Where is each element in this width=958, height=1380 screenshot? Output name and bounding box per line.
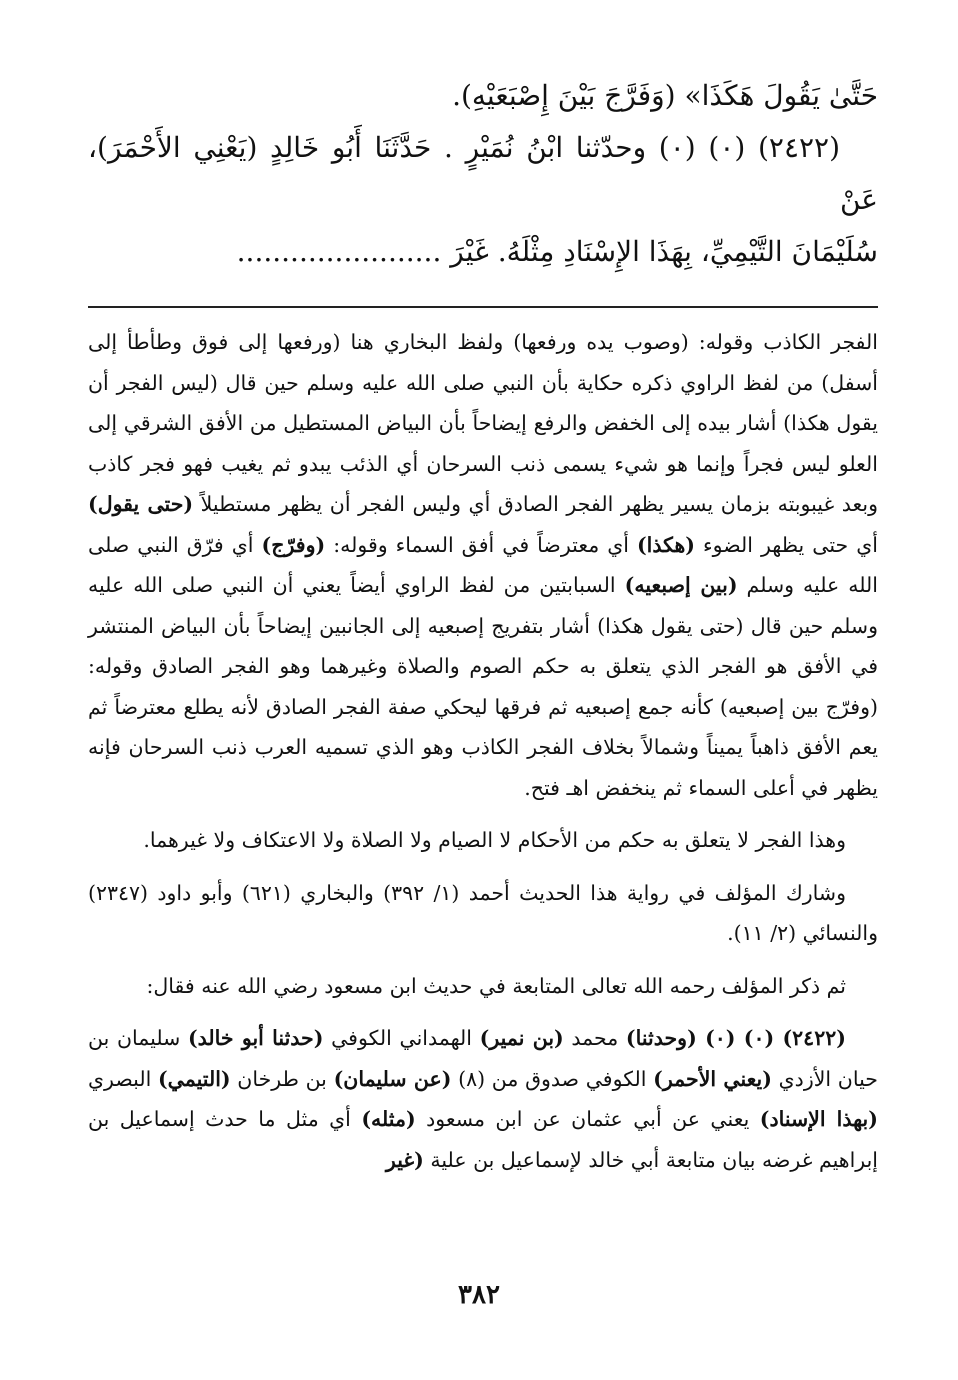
- text-run: الهمداني الكوفي: [331, 1026, 472, 1050]
- bold-term: (غير: [385, 1147, 424, 1172]
- text-run: الفجر الكاذب وقوله: (وصوب يده ورفعها) ولفظ البخاري هنا (ورفعها إلى فوق وطأطأ إلى أسفل) من لفظ الراوي ذكره حكاية بأن النبي صلى الله عليه وسلم حين قال (ليس الفجر أن يقول هكذا) أشار بيده إلى الخفض والرفع إيضاحاً بأن البياض المستطيل من الأفق الشرقي إلى العلو ليس فجراً وإنما هو شيء يسمى ذنب السرحان أي الذئب يبدو ثم يغيب فهو فجر كاذب وبعد غيبوبته بزمان يسير يظهر الفجر الصادق أي وليس الفجر أن يظهر مستطيلاً: [88, 330, 878, 516]
- hadith-line-1: حَتَّىٰ يَقُولَ هَكَذَا» (وَفَرَّجَ بَيْنَ إِصْبَعَيْهِ).: [452, 79, 878, 112]
- commentary-paragraph-5: [88, 1018, 878, 1180]
- text-run: أي معترضاً في أفق السماء وقوله:: [333, 532, 629, 557]
- text-run: أي فرّق النبي صلى الله عليه وسلم: [88, 532, 878, 597]
- bold-term: (عن سليمان): [333, 1066, 452, 1091]
- bold-term: (يعني الأحمر): [653, 1066, 772, 1091]
- page-content: [88, 70, 878, 1180]
- page-number: ٣٨٢: [458, 1280, 500, 1310]
- text-run: الكوفي صدوق من (٨): [458, 1066, 647, 1091]
- text-run: أي مثل ما حدث إسماعيل بن إبراهيم غرضه بيان متابعة أبي خالد لإسماعيل بن علية: [88, 1107, 878, 1172]
- commentary-paragraph-3: وشارك المؤلف في رواية هذا الحديث أحمد (١/ ٣٩٢) والبخاري (٦٢١) وأبو داود (٢٣٤٧) والنسائي (٢/ ١١).: [88, 880, 878, 945]
- hadith-line-3: سُلَيْمَانَ التَّيْمِيِّ، بِهَذَا الإِسْنَادِ مِثْلَهُ. غَيْرَ .......................: [236, 235, 878, 268]
- bold-term: (هكذا): [636, 532, 695, 557]
- text-run: سليمان بن حيان الأزدي: [88, 1026, 878, 1091]
- bold-term: (التيمي): [157, 1066, 231, 1091]
- text-run: يعني عن أبي عثمان عن ابن مسعود: [426, 1107, 750, 1131]
- bold-term: (مثله): [361, 1107, 416, 1131]
- hadith-line-2: (٢٤٢٢) (٠) (٠) وحدّثنا ابْنُ نُمَيْرٍ . حَدَّثَنَا أَبُو خَالِدٍ (يَعْنِي الأَحْمَرَ)، عَنْ: [88, 131, 878, 216]
- commentary-paragraph-2: وهذا الفجر لا يتعلق به حكم من الأحكام لا الصيام ولا الصلاة ولا الاعتكاف ولا غيرهما.: [143, 828, 846, 852]
- text-run: محمد: [571, 1026, 619, 1050]
- bold-term: (حتى يقول): [88, 492, 194, 516]
- commentary: [88, 322, 878, 1180]
- text-run: أي حتى يظهر الضوء: [703, 532, 878, 557]
- bold-term: (بين إصبعيه): [624, 573, 738, 597]
- bold-term: (وفرّج): [261, 532, 326, 557]
- text-run: البصري: [88, 1066, 152, 1091]
- text-run: السبابتين من لفظ الراوي أيضاً يعني أن النبي صلى الله عليه وسلم حين قال (حتى يقول هكذا) أشار بتفريج إصبعيه إلى الجانبين إيضاحاً بأن البياض المنتشر في الأفق هو الفجر الذي يتعلق به حكم الصوم والصلاة وغيرهما وهو الفجر الصادق وقوله: (وفرّج بين إصبعيه) كأنه جمع إصبعيه ثم فرقها ليحكي صفة الفجر الصادق لأنه يطلع معترضاً ثم يعم الأفق ذاهباً يميناً وشمالاً بخلاف الفجر الكاذب وهو الذي تسميه العرب ذنب السرحان فإنه يظهر في أعلى السماء ثم ينخفض اهـ فتح.: [88, 573, 878, 800]
- text-run: بن طرخان: [237, 1066, 327, 1091]
- commentary-paragraph-4: ثم ذكر المؤلف رحمه الله تعالى المتابعة في حديث ابن مسعود رضي الله عنه فقال:: [146, 973, 846, 998]
- hadith-text: [88, 70, 878, 278]
- footnote-divider: [88, 306, 878, 308]
- bold-term: (٢٤٢٢) (٠) (٠) (وحدثنا): [625, 1026, 846, 1050]
- bold-term: (حدثنا أبو خالد): [187, 1026, 324, 1050]
- commentary-paragraph-1: [88, 322, 878, 808]
- bold-term: (بن نمير): [479, 1026, 564, 1050]
- bold-term: (بهذا الإسناد): [759, 1107, 878, 1131]
